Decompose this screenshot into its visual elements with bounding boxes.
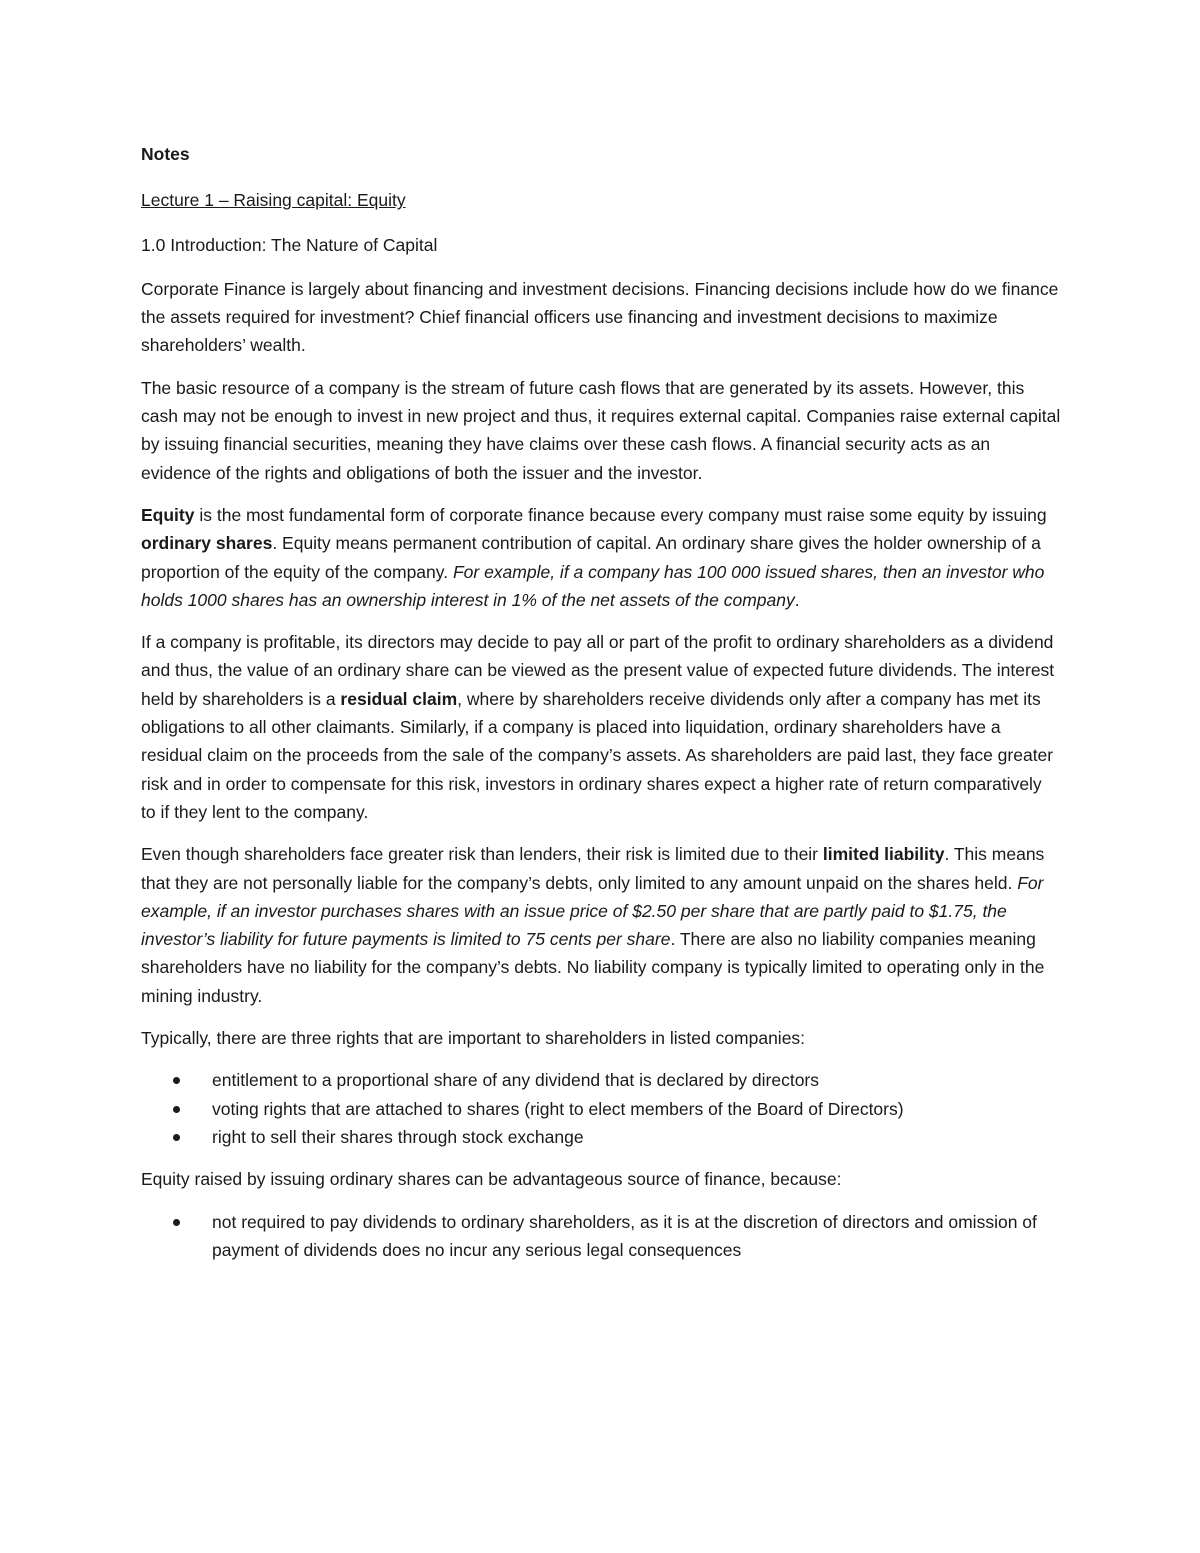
list-item <box>141 1066 1061 1094</box>
paragraph-text: Even though shareholders face greater risk than lenders, their risk is limited due to their <box>141 844 823 865</box>
paragraph-text: , where by shareholders receive dividends only after a company has met its obligations to all other claimants. Similarly, if a company is placed into liquidation, ordinary shareholders have a residual claim on the proceeds from the sale of the company’s assets. As shareholders are paid last, they face greater risk and in order to compensate for this risk, investors in ordinary shares expect a higher rate of return comparatively to if they lent to the company. <box>141 688 1054 822</box>
lecture-heading: Lecture 1 – Raising capital: Equity <box>141 190 406 211</box>
document-page <box>141 140 1061 1278</box>
paragraph-text: . There are also no liability companies meaning shareholders have no liability for the company’s debts. No liability company is typically limited to operating only in the mining industry. <box>141 929 1045 1006</box>
section-heading: 1.0 Introduction: The Nature of Capital <box>141 234 438 255</box>
bullet-icon <box>173 1219 180 1226</box>
paragraph-text: . <box>794 589 800 610</box>
list-item <box>141 1208 1061 1265</box>
list-item-text: voting rights that are attached to shares (right to elect members of the Board of Directors) <box>212 1098 904 1119</box>
paragraph-text: is the most fundamental form of corporate finance because every company must raise some equity by issuing <box>194 504 1047 525</box>
paragraph-basic-resource: The basic resource of a company is the stream of future cash flows that are generated by its assets. However, this cash may not be enough to invest in new project and thus, it requires external capital. Companies raise external capital by issuing financial securities, meaning they have claims over these cash flows. A financial security acts as an evidence of the rights and obligations of both the issuer and the investor. <box>141 377 1061 483</box>
paragraph-equity <box>141 501 1061 614</box>
advantages-list <box>141 1208 1061 1265</box>
paragraph-three-rights: Typically, there are three rights that are important to shareholders in listed companies: <box>141 1028 806 1049</box>
bullet-icon <box>173 1134 180 1141</box>
bold-term-limited-liability: limited liability <box>822 844 945 865</box>
italic-example: For example, if an investor purchases shares with an issue price of $2.50 per share that are partly paid to $1.75, the investor’s liability for future payments is limited to 75 cents per share <box>141 872 1044 950</box>
bold-term-equity: Equity <box>141 504 195 525</box>
rights-list <box>141 1066 1061 1151</box>
paragraph-profitable <box>141 628 1061 826</box>
document-title: Notes <box>141 144 190 164</box>
list-item-text: right to sell their shares through stock exchange <box>212 1126 584 1147</box>
list-item-text: not required to pay dividends to ordinary shareholders, as it is at the discretion of directors and omission of payment of dividends does no incur any serious legal consequences <box>212 1211 1037 1260</box>
bold-term-ordinary-shares: ordinary shares <box>141 533 273 554</box>
list-item-text: entitlement to a proportional share of any dividend that is declared by directors <box>212 1070 820 1091</box>
bold-term-residual-claim: residual claim <box>340 688 458 709</box>
italic-example: For example, if a company has 100 000 issued shares, then an investor who holds 1000 shares has an ownership interest in 1% of the net assets of the company <box>141 561 1045 610</box>
paragraph-corporate-finance: Corporate Finance is largely about financing and investment decisions. Financing decisions include how do we finance the assets required for investment? Chief financial officers use financing and investment decisions to maximize shareholders’ wealth. <box>141 278 1059 356</box>
paragraph-limited-liability <box>141 840 1061 1010</box>
paragraph-text: . Equity means permanent contribution of capital. An ordinary share gives the holder ownership of a proportion of the equity of the company. <box>141 533 1041 582</box>
bullet-icon <box>173 1106 180 1113</box>
paragraph-text: If a company is profitable, its directors may decide to pay all or part of the profit to ordinary shareholders as a dividend and thus, the value of an ordinary share can be viewed as the present value of expected future dividends. The interest held by shareholders is a <box>141 632 1055 709</box>
list-item <box>141 1123 1061 1151</box>
list-item <box>141 1095 1061 1123</box>
bullet-icon <box>173 1077 180 1084</box>
paragraph-advantageous: Equity raised by issuing ordinary shares can be advantageous source of finance, because: <box>141 1169 842 1190</box>
paragraph-text: . This means that they are not personally liable for the company’s debts, only limited to any amount unpaid on the shares held. <box>141 844 1045 893</box>
